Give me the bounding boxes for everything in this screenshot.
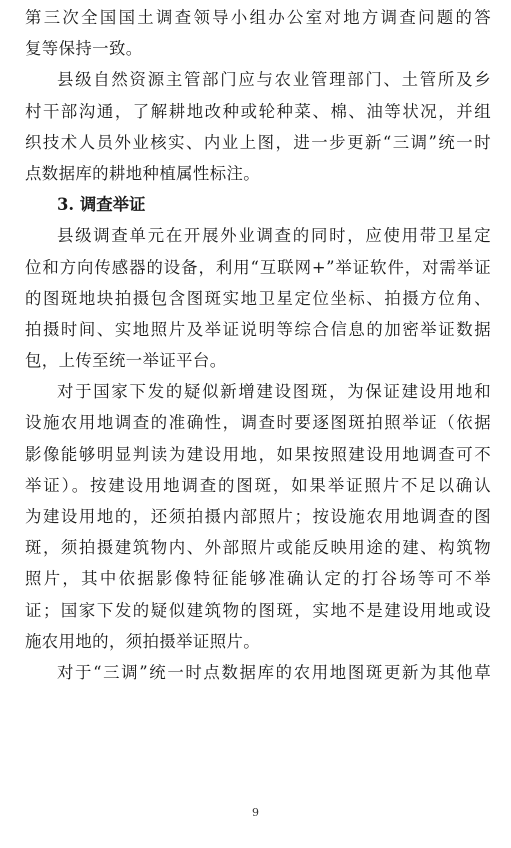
section-paragraph-2-line-1: 对于国家下发的疑似新增建设图斑，为保证建设用地和 xyxy=(57,382,491,402)
section-paragraph-1-line-2: 位和方向传感器的设备，利用“互联网+”举证软件，对需举证 xyxy=(25,257,491,277)
section-paragraph-1-line-4: 拍摄时间、实地照片及举证说明等综合信息的加密举证数据 xyxy=(25,319,491,339)
paragraph-2-line-1: 县级自然资源主管部门应与农业管理部门、土管所及乡 xyxy=(57,70,491,90)
section-paragraph-1-line-5: 包，上传至统一举证平台。 xyxy=(25,351,227,371)
paragraph-2-line-4: 点数据库的耕地种植属性标注。 xyxy=(25,163,261,183)
paragraph-2-line-3: 织技术人员外业核实、内业上图，进一步更新“三调”统一时 xyxy=(25,132,491,152)
page-number: 9 xyxy=(252,806,259,819)
section-paragraph-2-line-2: 设施农用地调查的准确性，调查时要逐图斑拍照举证（依据 xyxy=(25,413,491,433)
document-body xyxy=(25,2,491,688)
paragraph-1-line-1: 第三次全国国土调查领导小组办公室对地方调查问题的答 xyxy=(25,8,491,27)
section-paragraph-3-line-1: 对于“三调”统一时点数据库的农用地图斑更新为其他草 xyxy=(57,662,491,682)
section-paragraph-2-line-3: 影像能够明显判读为建设用地，如果按照建设用地调查可不 xyxy=(25,444,491,464)
paragraph-2-line-2: 村干部沟通，了解耕地改种或轮种菜、棉、油等状况，并组 xyxy=(25,101,491,121)
section-paragraph-1-line-1: 县级调查单元在开展外业调查的同时，应使用带卫星定 xyxy=(57,226,491,246)
section-paragraph-2-line-6: 斑，须拍摄建筑物内、外部照片或能反映用途的建、构筑物 xyxy=(25,538,491,558)
section-paragraph-1-line-3: 的图斑地块拍摄包含图斑实地卫星定位坐标、拍摄方位角、 xyxy=(25,288,491,308)
section-paragraph-2-line-7: 照片，其中依据影像特征能够准确认定的打谷场等可不举 xyxy=(25,569,491,589)
section-paragraph-2-line-8: 证；国家下发的疑似建筑物的图斑，实地不是建设用地或设 xyxy=(25,600,491,620)
section-paragraph-2-line-9: 施农用地的，须拍摄举证照片。 xyxy=(25,631,261,651)
section-paragraph-2-line-4: 举证）。按建设用地调查的图斑，如果举证照片不足以确认 xyxy=(25,475,491,495)
section-heading: 3. 调查举证 xyxy=(57,195,146,215)
section-paragraph-2-line-5: 为建设用地的，还须拍摄内部照片；按设施农用地调查的图 xyxy=(25,507,491,526)
paragraph-1-line-2: 复等保持一致。 xyxy=(25,39,143,59)
